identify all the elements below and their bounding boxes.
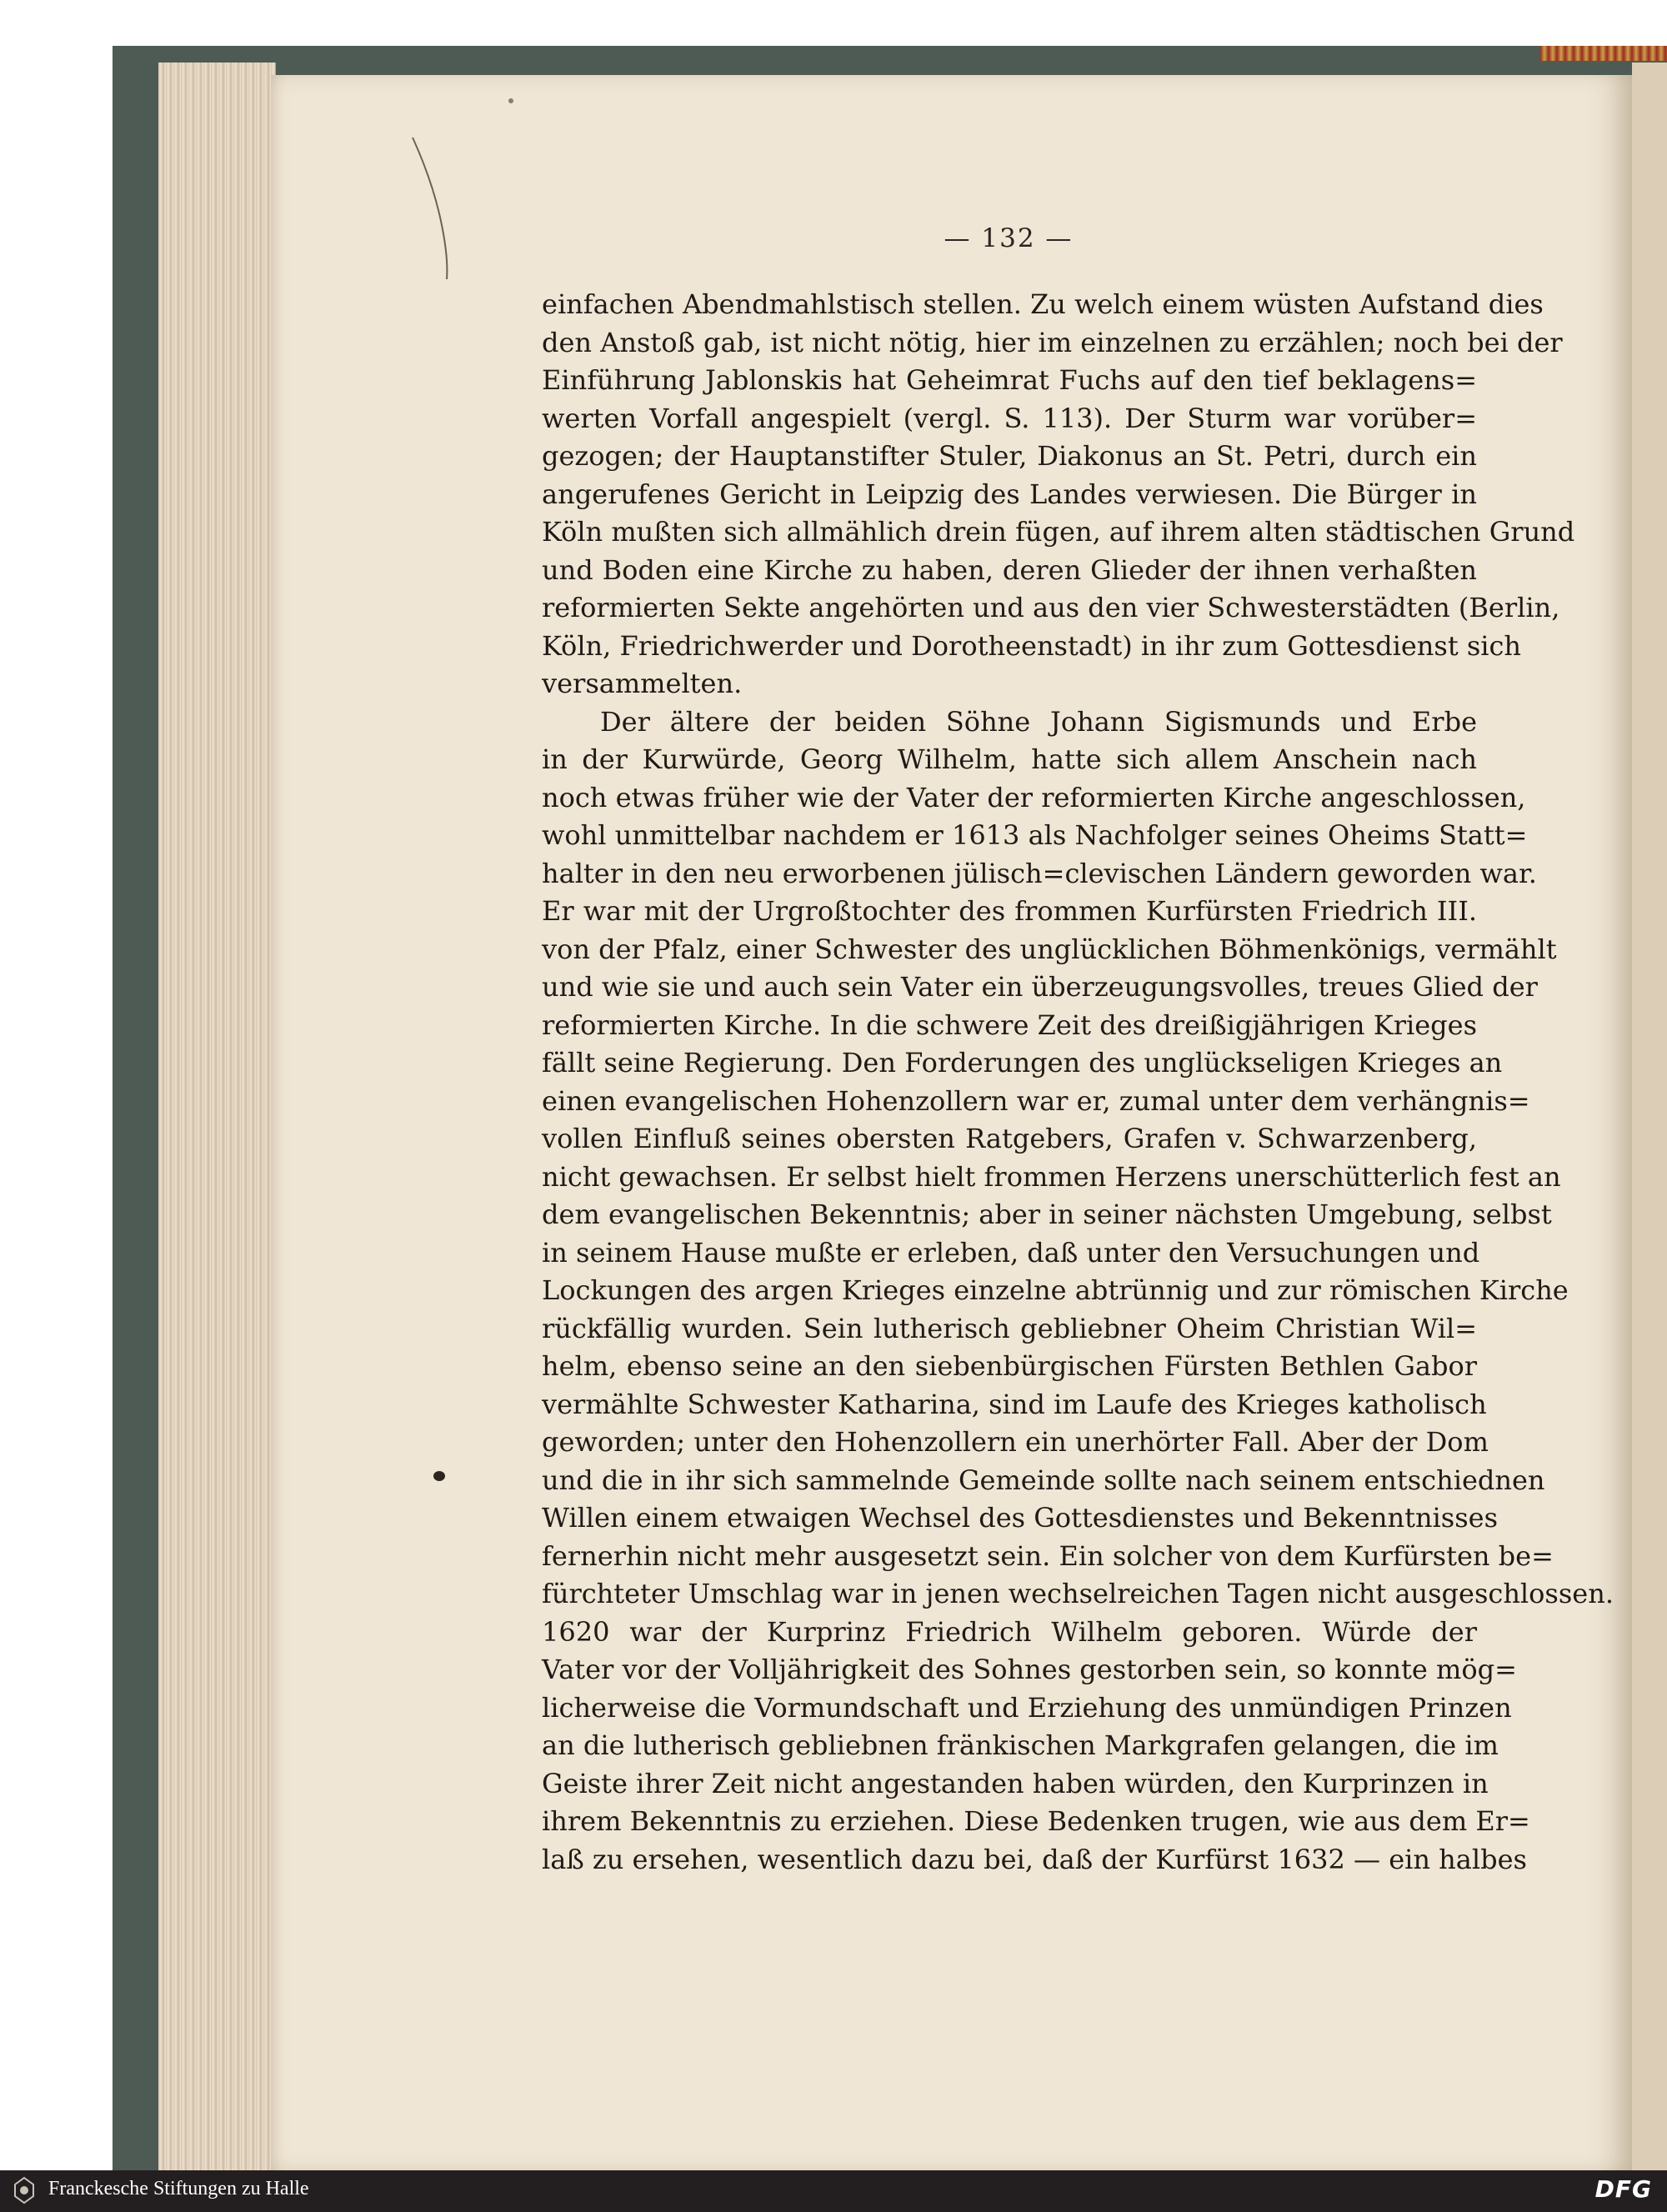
text-line: 1620 war der Kurprinz Friedrich Wilhelm geboren. Würde der [542,1615,1477,1648]
body-text [542,286,1614,1879]
footer-institution: Franckesche Stiftungen zu Halle [48,2178,309,2199]
text-line: laß zu ersehen, wesentlich dazu bei, daß der Kurfürst 1632 — ein halbes [542,1843,1527,1875]
text-line: licherweise die Vormundschaft und Erziehung des unmündigen Prinzen [542,1691,1512,1724]
text-line: rückfällig wurden. Sein lutherisch gebliebner Oheim Christian Wil= [542,1312,1477,1344]
book-headband [1540,46,1667,61]
text-line: und Boden eine Kirche zu haben, deren Glieder der ihnen verhaßten [542,553,1477,586]
text-line: fernerhin nicht mehr ausgesetzt sein. Ein solcher von dem Kurfürsten be= [542,1539,1554,1572]
text-line: geworden; unter den Hohenzollern ein unerhörter Fall. Aber der Dom [542,1426,1489,1458]
text-line: Geiste ihrer Zeit nicht angestanden haben würden, den Kurprinzen in [542,1767,1489,1799]
text-line: einfachen Abendmahlstisch stellen. Zu welch einem wüsten Aufstand dies [542,288,1544,320]
text-line: Er war mit der Urgroßtochter des frommen Kurfürsten Friedrich III. [542,895,1477,927]
text-line: noch etwas früher wie der Vater der reformierten Kirche angeschlossen, [542,781,1526,813]
text-line: versammelten. [542,668,743,699]
page-edges-stack [158,63,276,2171]
ink-speck [433,1471,445,1481]
text-line: Einführung Jablonskis hat Geheimrat Fuchs auf den tief beklagens= [542,364,1477,396]
text-line: nicht gewachsen. Er selbst hielt frommen Herzens unerschütterlich fest an [542,1160,1561,1193]
text-line: vollen Einfluß seines obersten Ratgebers, Grafen v. Schwarzenberg, [542,1123,1477,1154]
text-line: Köln mußten sich allmählich drein fügen, auf ihrem alten städtischen Grund [542,516,1575,548]
text-line: in der Kurwürde, Georg Wilhelm, hatte sich allem Anschein nach [542,743,1477,775]
pencil-mark [408,133,458,283]
text-line: einen evangelischen Hohenzollern war er, zumal unter dem verhängnis= [542,1084,1530,1117]
text-line: gezogen; der Hauptanstifter Stuler, Diakonus an St. Petri, durch ein [542,440,1477,472]
text-line: fällt seine Regierung. Den Forderungen des unglückseligen Krieges an [542,1047,1503,1078]
text-line: Willen einem etwaigen Wechsel des Gottesdienstes und Bekenntnisses [542,1502,1498,1534]
text-line: angerufenes Gericht in Leipzig des Landes verwiesen. Die Bürger in [542,478,1477,510]
text-line: den Anstoß gab, ist nicht nötig, hier im einzelnen zu erzählen; noch bei der [542,326,1563,358]
text-line: Der ältere der beiden Söhne Johann Sigismunds und Erbe [600,705,1477,738]
text-line: Lockungen des argen Krieges einzelne abtrünnig und zur römischen Kirche [542,1274,1569,1306]
text-line: reformierten Sekte angehörten und aus den vier Schwesterstädten (Berlin, [542,592,1560,623]
text-line: halter in den neu erworbenen jülisch=clevischen Ländern geworden war. [542,857,1537,889]
text-line: Vater vor der Volljährigkeit des Sohnes gestorben sein, so konnte mög= [542,1654,1517,1685]
institution-logo-icon [10,2174,38,2206]
text-line: und die in ihr sich sammelnde Gemeinde sollte nach seinem entschiednen [542,1464,1545,1496]
text-line: in seinem Hause mußte er erleben, daß unter den Versuchungen und [542,1236,1480,1269]
text-line: reformierten Kirche. In die schwere Zeit des dreißigjährigen Krieges [542,1008,1477,1041]
page-number: — 132 — [944,223,1074,253]
paper-dot [508,98,513,103]
text-line: fürchteter Umschlag war in jenen wechselreichen Tagen nicht ausgeschlossen. [542,1578,1614,1609]
text-line: und wie sie und auch sein Vater ein überzeugungsvolles, treues Glied der [542,971,1538,1003]
text-line: vermählte Schwester Katharina, sind im Laufe des Krieges katholisch [542,1388,1487,1420]
text-line: an die lutherisch gebliebnen fränkischen Markgrafen gelangen, die im [542,1729,1499,1761]
text-line: von der Pfalz, einer Schwester des unglücklichen Böhmenkönigs, vermählt [542,933,1557,965]
dfg-logo: DFG [1594,2175,1652,2203]
text-line: Köln, Friedrichwerder und Dorotheenstadt) in ihr zum Gottesdienst sich [542,629,1522,662]
facing-page-edge [1632,63,1667,2171]
text-line: werten Vorfall angespielt (vergl. S. 113). Der Sturm war vorüber= [542,402,1477,434]
text-line: dem evangelischen Bekenntnis; aber in seiner nächsten Umgebung, selbst [542,1199,1552,1230]
text-line: wohl unmittelbar nachdem er 1613 als Nachfolger seines Oheims Statt= [542,819,1528,851]
text-line: helm, ebenso seine an den siebenbürgischen Fürsten Bethlen Gabor [542,1350,1477,1382]
text-line: ihrem Bekenntnis zu erziehen. Diese Bedenken trugen, wie aus dem Er= [542,1805,1530,1837]
